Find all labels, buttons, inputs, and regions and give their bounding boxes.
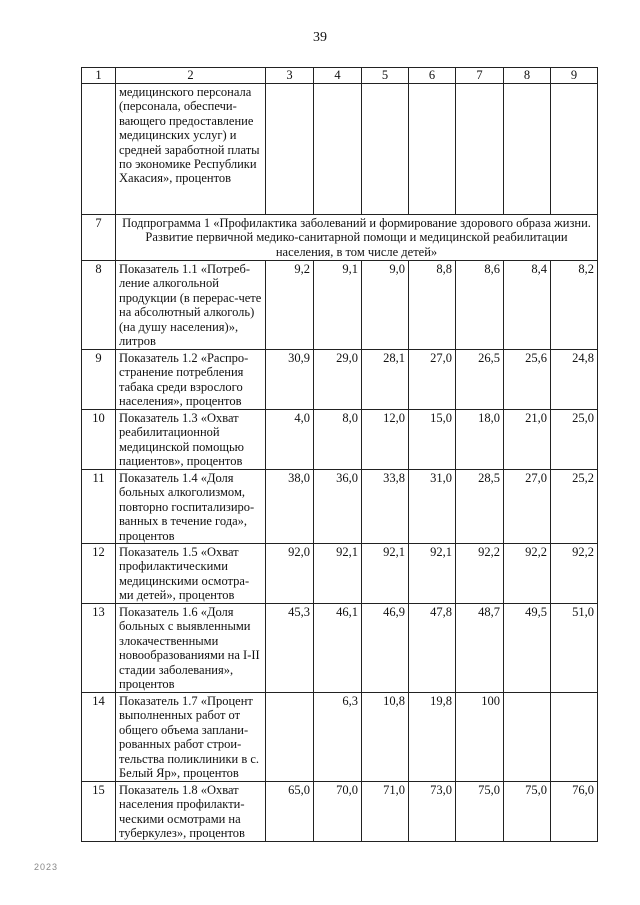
value-cell: 92,2 <box>504 544 551 604</box>
value-cell: 28,1 <box>362 350 409 410</box>
row-number <box>82 84 116 215</box>
table-row <box>82 470 598 544</box>
value-cell: 30,9 <box>266 350 314 410</box>
value-cell <box>504 693 551 782</box>
row-number: 11 <box>82 470 116 544</box>
row-number: 15 <box>82 782 116 842</box>
value-cell: 92,2 <box>551 544 598 604</box>
value-cell: 71,0 <box>362 782 409 842</box>
value-cell: 27,0 <box>504 470 551 544</box>
value-cell: 31,0 <box>409 470 456 544</box>
value-cell: 92,2 <box>456 544 504 604</box>
table-row <box>82 693 598 782</box>
value-cell: 46,9 <box>362 604 409 693</box>
value-cell: 26,5 <box>456 350 504 410</box>
value-cell: 25,2 <box>551 470 598 544</box>
row-number: 12 <box>82 544 116 604</box>
value-cell: 38,0 <box>266 470 314 544</box>
value-cell <box>266 84 314 215</box>
column-header: 7 <box>456 68 504 84</box>
table-row <box>82 782 598 842</box>
value-cell: 4,0 <box>266 410 314 470</box>
value-cell: 49,5 <box>504 604 551 693</box>
indicator-label: Показатель 1.8 «Охват населения профилакти-ческими осмотрами на туберкулез», процентов <box>116 782 266 842</box>
table-row <box>82 84 598 215</box>
value-cell: 6,3 <box>314 693 362 782</box>
value-cell: 25,0 <box>551 410 598 470</box>
value-cell <box>551 84 598 215</box>
column-header: 8 <box>504 68 551 84</box>
value-cell: 8,4 <box>504 261 551 350</box>
table-header-row <box>82 68 598 84</box>
row-number: 8 <box>82 261 116 350</box>
page-number: 39 <box>313 30 327 45</box>
row-number: 7 <box>82 215 116 261</box>
value-cell: 29,0 <box>314 350 362 410</box>
indicator-label: Показатель 1.1 «Потреб-ление алкогольной продукции (в перерас-чете на абсолютный алкоголь) (на душу населения)», литров <box>116 261 266 350</box>
indicator-label: Показатель 1.7 «Процент выполненных работ от общего объема заплани-рованных работ строи-тельства поликлиники в с. Белый Яр», процентов <box>116 693 266 782</box>
value-cell <box>266 693 314 782</box>
indicator-label: Показатель 1.6 «Доля больных с выявленными злокачественными новообразованиями на I-II стадии заболевания», процентов <box>116 604 266 693</box>
value-cell: 92,1 <box>362 544 409 604</box>
value-cell: 36,0 <box>314 470 362 544</box>
value-cell <box>456 84 504 215</box>
value-cell: 9,2 <box>266 261 314 350</box>
column-header: 5 <box>362 68 409 84</box>
table-row <box>82 261 598 350</box>
value-cell: 92,1 <box>314 544 362 604</box>
column-header: 4 <box>314 68 362 84</box>
value-cell: 15,0 <box>409 410 456 470</box>
indicator-label: Показатель 1.5 «Охват профилактическими медицинскими осмотра-ми детей», процентов <box>116 544 266 604</box>
value-cell: 24,8 <box>551 350 598 410</box>
value-cell <box>504 84 551 215</box>
column-header: 9 <box>551 68 598 84</box>
row-number: 10 <box>82 410 116 470</box>
value-cell: 19,8 <box>409 693 456 782</box>
value-cell <box>409 84 456 215</box>
indicators-table <box>81 67 598 842</box>
value-cell: 75,0 <box>456 782 504 842</box>
value-cell: 47,8 <box>409 604 456 693</box>
value-cell: 9,0 <box>362 261 409 350</box>
value-cell: 92,0 <box>266 544 314 604</box>
value-cell <box>314 84 362 215</box>
value-cell: 70,0 <box>314 782 362 842</box>
column-header: 2 <box>116 68 266 84</box>
value-cell: 100 <box>456 693 504 782</box>
value-cell: 92,1 <box>409 544 456 604</box>
value-cell: 46,1 <box>314 604 362 693</box>
table-row <box>82 350 598 410</box>
row-number: 13 <box>82 604 116 693</box>
value-cell: 12,0 <box>362 410 409 470</box>
value-cell: 28,5 <box>456 470 504 544</box>
value-cell: 21,0 <box>504 410 551 470</box>
column-header: 3 <box>266 68 314 84</box>
value-cell: 8,2 <box>551 261 598 350</box>
footer-mark: 2023 <box>34 862 59 872</box>
value-cell: 10,8 <box>362 693 409 782</box>
value-cell <box>551 693 598 782</box>
value-cell: 27,0 <box>409 350 456 410</box>
column-header: 6 <box>409 68 456 84</box>
indicator-label: медицинского персонала (персонала, обеспечи-вающего предоставление медицинских услуг) и средней заработной платы по экономике Республики Хакасия», процентов <box>116 84 266 215</box>
table-row <box>82 544 598 604</box>
column-header: 1 <box>82 68 116 84</box>
value-cell <box>362 84 409 215</box>
value-cell: 45,3 <box>266 604 314 693</box>
value-cell: 8,6 <box>456 261 504 350</box>
indicator-label: Показатель 1.3 «Охват реабилитационной медицинской помощью пациентов», процентов <box>116 410 266 470</box>
subprogram-row <box>82 215 598 261</box>
value-cell: 25,6 <box>504 350 551 410</box>
table-row <box>82 410 598 470</box>
subprogram-title: Подпрограмма 1 «Профилактика заболеваний и формирование здорового образа жизни. Развитие первичной медико-санитарной помощи и медицинской реабилитации населения, в том числе детей» <box>116 215 598 261</box>
value-cell: 73,0 <box>409 782 456 842</box>
value-cell: 9,1 <box>314 261 362 350</box>
value-cell: 48,7 <box>456 604 504 693</box>
value-cell: 33,8 <box>362 470 409 544</box>
value-cell: 18,0 <box>456 410 504 470</box>
row-number: 9 <box>82 350 116 410</box>
value-cell: 75,0 <box>504 782 551 842</box>
indicator-label: Показатель 1.4 «Доля больных алкоголизмом, повторно госпитализиро-ванных в течение года», процентов <box>116 470 266 544</box>
table-row <box>82 604 598 693</box>
value-cell: 8,0 <box>314 410 362 470</box>
value-cell: 65,0 <box>266 782 314 842</box>
row-number: 14 <box>82 693 116 782</box>
value-cell: 51,0 <box>551 604 598 693</box>
indicator-label: Показатель 1.2 «Распро-странение потребления табака среди взрослого населения», процентов <box>116 350 266 410</box>
value-cell: 8,8 <box>409 261 456 350</box>
value-cell: 76,0 <box>551 782 598 842</box>
